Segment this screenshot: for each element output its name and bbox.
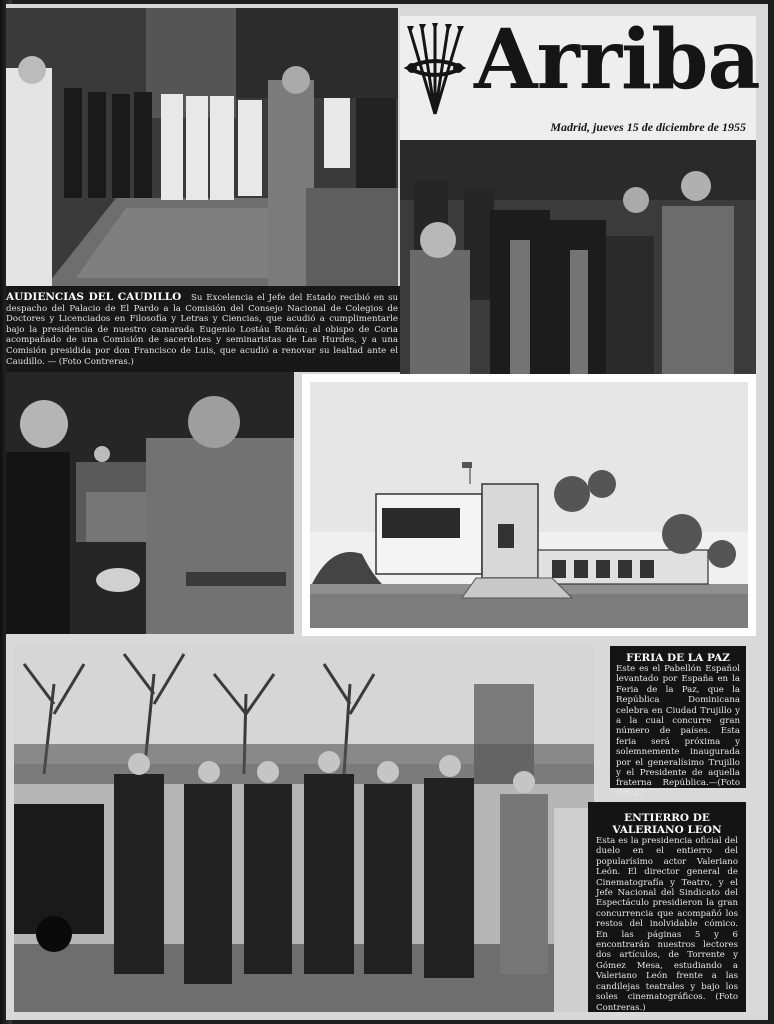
- photo-funeral-procession: [14, 644, 594, 1012]
- caption-audiencias: [6, 286, 402, 372]
- masthead-title: Arriba: [474, 12, 760, 108]
- masthead-date: Madrid, jueves 15 de diciembre de 1955: [550, 120, 746, 134]
- photo-clergy-audience: [400, 140, 756, 374]
- photo-handshake: [6, 372, 294, 634]
- caption-entierro: [588, 802, 746, 1012]
- caption-audiencias-text: Su Excelencia el Jefe del Estado recibió en su despacho del Palacio de El Pardo a la Comisión del Consejo Nacional de Colegios de Doctores y Licenciados en Filosofía y Letras y Ciencias, que acudió a cumplimentarle bajo la presidencia de nuestro camarada Eugenio Lostáu Román; al obispo de Coria acompañado de una Comisión de sacerdotes y seminaristas de Las Hurdes, y a una Comisión presidida por don Francisco de Luis, que acudió a renovar su lealtad ante el Caudillo. — (Foto Contreras.): [6, 293, 399, 367]
- photo-pavilion: [302, 374, 756, 636]
- caption-audiencias-heading: AUDIENCIAS DEL CAUDILLO: [6, 291, 182, 303]
- caption-entierro-text: Esta es la presidencia oficial del duelo en el entierro del popularísimo actor Valeriano León. El director general de Cinematografía y Teatro, y el Jefe Nacional del Sindicato del Espectáculo presidieron la gran concurrencia que acompañó los restos del inolvidable cómico. En las páginas 5 y 6 encontrarán nuestros lectores dos artículos, de Torrente y Gómez Mesa, estudiando a Valeriano León frente a las candilejas teatrales y bajo los soles cinematográficos. (Foto Contreras.): [596, 836, 738, 1013]
- newspaper-page: [6, 4, 768, 1020]
- photo-audiencia-hall: [6, 8, 398, 286]
- caption-entierro-heading: ENTIERRO DE VALERIANO LEON: [612, 812, 722, 836]
- caption-feria-heading: FERIA DE LA PAZ: [626, 652, 730, 664]
- masthead: [400, 12, 760, 140]
- caption-feria-text: Este es el Pabellón Español levantado por España en la Feria de la Paz, que la República Dominicana celebra en Ciudad Trujillo y a la cual concurre gran número de países. Esta feria será próxima y solemnemente inaugurada por el generalísimo Trujillo y el Presidente de aquella fraterna República.—(Foto Cifra.): [616, 664, 740, 799]
- caption-feria: [610, 646, 746, 799]
- yoke-and-arrows-emblem: [404, 24, 466, 120]
